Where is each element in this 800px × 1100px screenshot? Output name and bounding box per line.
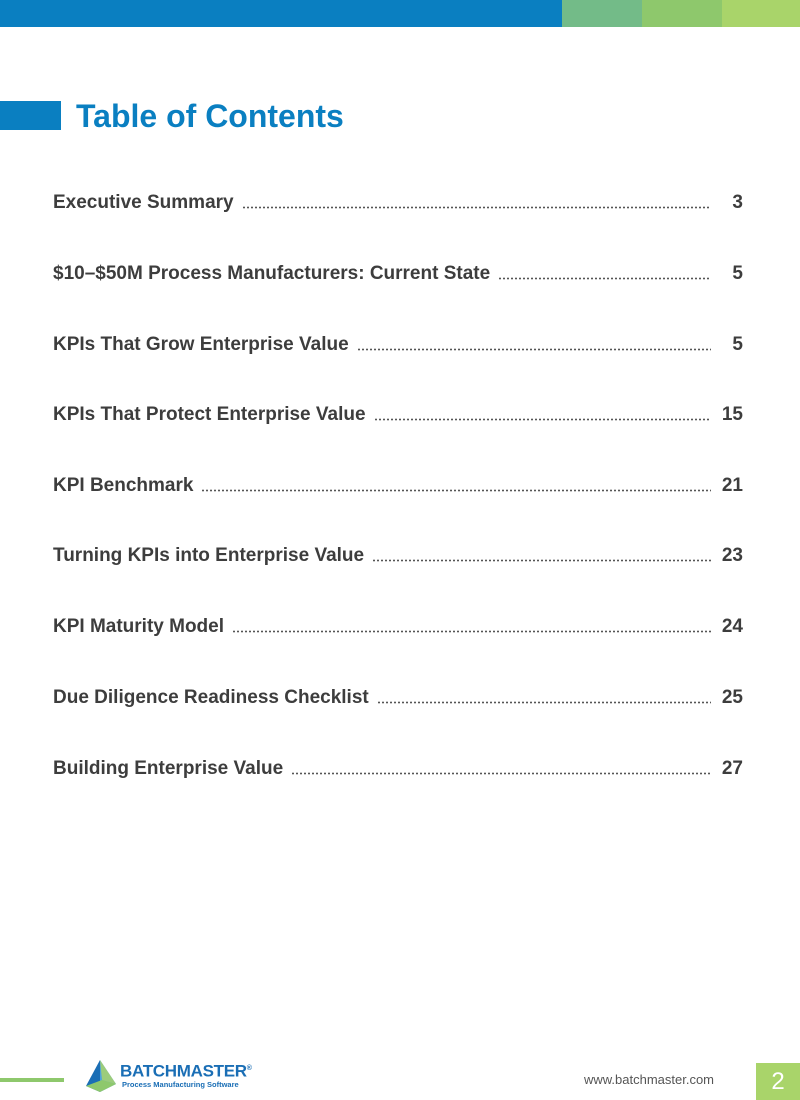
toc-leader-dots [201, 489, 711, 492]
page-number: 2 [756, 1063, 800, 1100]
toc-entry[interactable] [53, 329, 743, 361]
toc-leader-dots [357, 348, 711, 351]
footer-url: www.batchmaster.com [583, 1072, 714, 1087]
toc-entry[interactable] [53, 187, 743, 219]
toc-entry[interactable] [53, 682, 743, 714]
band-segment-green-3 [722, 0, 800, 27]
toc-leader-dots [242, 206, 711, 209]
toc-entry-label: Due Diligence Readiness Checklist [53, 686, 375, 710]
toc-leader-dots [291, 772, 711, 775]
band-segment-blue [0, 0, 562, 27]
toc-leader-dots [377, 701, 711, 704]
toc-entry-label: Turning KPIs into Enterprise Value [53, 544, 370, 568]
toc-entry[interactable] [53, 258, 743, 290]
toc-entry-label: KPIs That Protect Enterprise Value [53, 403, 372, 427]
toc-leader-dots [374, 418, 711, 421]
toc-entry-page: 21 [715, 474, 743, 498]
toc-entry[interactable] [53, 611, 743, 643]
toc-entry-page: 25 [715, 686, 743, 710]
toc-entry-label: KPI Maturity Model [53, 615, 230, 639]
toc-entry-label: Building Enterprise Value [53, 757, 289, 781]
toc-entry[interactable] [53, 470, 743, 502]
logo-pyramid-icon [82, 1058, 120, 1094]
toc-leader-dots [372, 559, 711, 562]
toc-entry-label: KPI Benchmark [53, 474, 199, 498]
page-title: Table of Contents [76, 98, 344, 134]
footer-accent-line [0, 1078, 64, 1082]
toc-entry-label: $10–$50M Process Manufacturers: Current State [53, 262, 496, 286]
toc-entry-page: 15 [715, 403, 743, 427]
toc-leader-dots [232, 630, 711, 633]
toc-entry-page: 24 [715, 615, 743, 639]
top-color-band [0, 0, 800, 27]
toc-entry-page: 23 [715, 544, 743, 568]
batchmaster-logo [82, 1058, 252, 1094]
heading-accent-bar [0, 101, 61, 130]
toc-entry-label: Executive Summary [53, 191, 240, 215]
toc-entry[interactable] [53, 399, 743, 431]
band-segment-green-2 [642, 0, 722, 27]
toc-entry[interactable] [53, 540, 743, 572]
logo-tagline: Process Manufacturing Software [122, 1080, 239, 1089]
toc-entry-label: KPIs That Grow Enterprise Value [53, 333, 355, 357]
toc-entry-page: 5 [715, 262, 743, 286]
band-segment-green-1 [562, 0, 642, 27]
toc-entry[interactable] [53, 753, 743, 785]
logo-name: BATCHMASTER® [120, 1061, 252, 1081]
toc-entry-page: 3 [715, 191, 743, 215]
toc-entry-page: 27 [715, 757, 743, 781]
toc-entry-page: 5 [715, 333, 743, 357]
toc-leader-dots [498, 277, 711, 280]
